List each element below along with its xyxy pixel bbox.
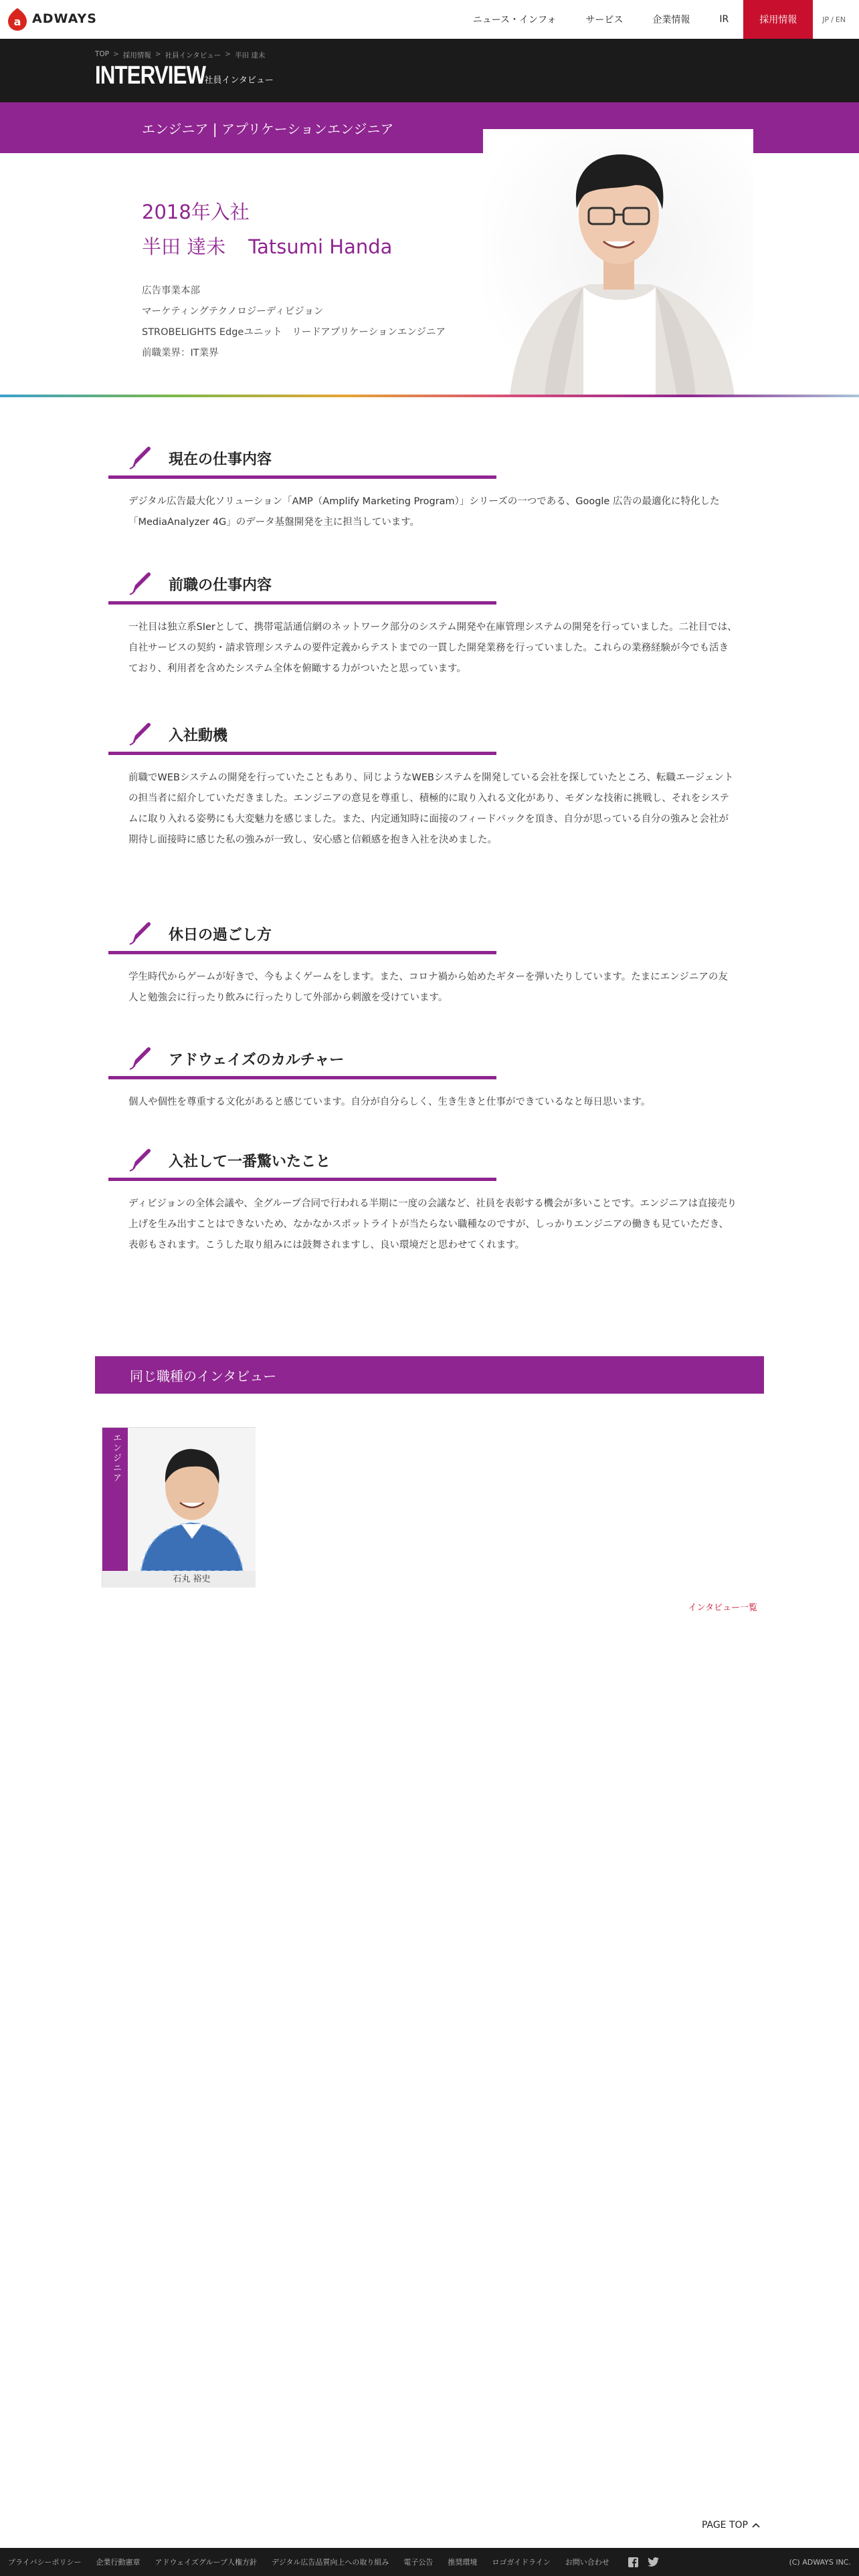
section-heading [108, 714, 751, 754]
section-current-work [108, 438, 751, 528]
page-top-label: PAGE TOP [701, 2520, 748, 2531]
logo[interactable] [7, 5, 97, 32]
footer-link-contact[interactable]: お問い合わせ [565, 2558, 609, 2567]
card-photo [128, 1428, 256, 1571]
breadcrumb-interview[interactable]: 社員インタビュー [165, 51, 221, 60]
section-underline [108, 475, 496, 479]
nav-item-recruit[interactable]: 採用情報 [743, 0, 813, 39]
lang-en-link[interactable]: EN [835, 15, 846, 24]
logo-text: ADWAYS [32, 11, 97, 26]
section-underline [108, 1076, 496, 1079]
section-heading [108, 1140, 751, 1180]
language-switch [813, 0, 859, 39]
footer-links [8, 2548, 659, 2576]
section-title: 入社して一番驚いたこと [169, 1154, 331, 1170]
section-body: 学生時代からゲームが好きで、今もよくゲームをします。また、コロナ禍から始めたギターを弾いたりしています。たまにエンジニアの友人と勉強会に行ったり飲みに行ったりして外部から刺激を受けています。 [128, 972, 728, 1003]
interview-card[interactable] [102, 1427, 256, 1588]
section-heading [108, 1039, 751, 1079]
section-body: 前職でWEBシステムの開発を行っていたこともあり、同じようなWEBシステムを開発している会社を探していたところ、転職エージェントの担当者に紹介していただきました。エンジニアの意見を尊重し、積極的に取り入れる文化があり、モダンな技術に挑戦し、それをシステムに取り入れる姿勢にも大変魅力を感じました。また、内定通知時に面接のフィードバックを頂き、自分が思っている自分の強みと会社が期待し面接時に感じた私の強みが一致し、安心感と信頼感を抱き入社を決めました。 [128, 772, 734, 845]
footer-link-logo-guide[interactable]: ロゴガイドライン [492, 2558, 551, 2567]
footer-link-public-notice[interactable]: 電子公告 [403, 2558, 434, 2567]
breadcrumb [95, 50, 265, 60]
profile [0, 153, 859, 396]
section-body: デジタル広告最大化ソリューション「AMP（Amplify Marketing Program）」シリーズの一つである、Google 広告の最適化に特化した「MediaAnalyzer 4G」のデータ基盤開発を主に担当しています。 [128, 496, 720, 528]
section-motivation [108, 714, 751, 845]
section-underline [108, 752, 496, 755]
card-employee-name: 石丸 裕史 [128, 1571, 256, 1588]
social-links [628, 2557, 659, 2567]
nav-item-news[interactable]: ニュース・インフォ [472, 15, 557, 25]
section-heading [108, 564, 751, 604]
breadcrumb-separator: > [113, 50, 119, 58]
section-body: 個人や個性を尊重する文化があると感じています。自分が自分らしく、生き生きと仕事ができているなと毎日思います。 [128, 1097, 651, 1107]
employee-name [142, 232, 392, 259]
employee-photo [483, 129, 753, 396]
footer-link-ad-quality[interactable]: デジタル広告品質向上への取り組み [272, 2558, 389, 2567]
page-banner [0, 39, 859, 102]
pen-icon [127, 443, 154, 470]
pen-icon [127, 720, 154, 746]
pen-icon [127, 1146, 154, 1172]
section-title: 休日の過ごし方 [169, 927, 272, 944]
section-title: 現在の仕事内容 [169, 451, 272, 468]
related-interviews-header [95, 1356, 764, 1394]
role-title: エンジニア | アプリケーションエンジニア [142, 121, 394, 137]
nav-item-service[interactable]: サービス [585, 15, 624, 25]
breadcrumb-current: 半田 達未 [235, 51, 266, 60]
section-heading [108, 438, 751, 478]
department-line: マーケティングテクノロジーディビジョン [142, 306, 324, 317]
join-year: 2018年入社 [142, 201, 250, 223]
section-title: 前職の仕事内容 [169, 577, 272, 594]
logo-mark-icon [7, 7, 28, 31]
section-culture [108, 1039, 751, 1107]
main-nav [458, 0, 859, 39]
department-line: STROBELIGHTS Edgeユニット リードアプリケーションエンジニア [142, 327, 446, 338]
section-previous-work [108, 564, 751, 674]
page-title-en: INTERVIEW [95, 62, 206, 90]
page-title [95, 62, 274, 90]
footer-link-privacy[interactable]: プライバシーポリシー [8, 2558, 82, 2567]
employee-name-ja: 半田 達未 [142, 235, 226, 258]
breadcrumb-recruit[interactable]: 採用情報 [122, 51, 151, 60]
employee-name-en: Tatsumi Handa [248, 235, 393, 258]
section-heading [108, 914, 751, 954]
nav-item-ir[interactable]: IR [719, 14, 729, 25]
card-caption-bar [102, 1571, 128, 1588]
section-body: 一社目は独立系SIerとして、携帯電話通信網のネットワーク部分のシステム開発や在庫管理システムの開発を行っていました。二社目では、自社サービスの契約・請求管理システムの要件定義からテストまでの一貫した開発業務を行っていました。これらの業務経験が今でも活きており、利用者を含めたシステム全体を俯瞰する力がついたと思っています。 [128, 622, 737, 674]
pen-icon [127, 569, 154, 596]
card-category-tag [102, 1428, 128, 1571]
section-surprise [108, 1140, 751, 1251]
site-footer [0, 2548, 859, 2576]
section-body: ディビジョンの全体会議や、全グループ合同で行われる半期に一度の会議など、社員を表彰する機会が多いことです。エンジニアは直接売り上げを生み出すことはできないため、なかなかスポットライトが当たらない職種なのですが、しっかりエンジニアの働きも見ていただき、表彰もされます。こうした取り組みには鼓舞されますし、良い環境だと思わせてくれます。 [128, 1198, 737, 1251]
department-line: 広告事業本部 [142, 286, 200, 296]
color-divider [0, 395, 859, 397]
footer-link-human-rights[interactable]: アドウェイズグループ人権方針 [155, 2558, 258, 2567]
nav-item-company[interactable]: 企業情報 [652, 15, 690, 25]
copyright: (C) ADWAYS INC. [789, 2557, 851, 2567]
department-info [142, 281, 446, 364]
breadcrumb-separator: > [155, 50, 161, 58]
interview-list-link[interactable]: インタビュー一覧 [688, 1603, 757, 1613]
section-title: アドウェイズのカルチャー [169, 1052, 345, 1069]
breadcrumb-separator: > [225, 50, 231, 58]
twitter-icon[interactable] [648, 2557, 659, 2567]
section-underline [108, 1178, 496, 1181]
related-interviews-title: 同じ職種のインタビュー [130, 1368, 277, 1384]
chevron-up-icon [752, 2523, 760, 2528]
pen-icon [127, 919, 154, 946]
section-underline [108, 601, 496, 605]
svg-text:a: a [13, 15, 21, 28]
breadcrumb-top[interactable]: TOP [95, 50, 110, 58]
lang-separator: / [831, 15, 834, 24]
page-top-button[interactable] [702, 2520, 760, 2531]
department-line: 前職業界：IT業界 [142, 348, 219, 358]
facebook-icon[interactable] [628, 2557, 638, 2567]
section-holiday [108, 914, 751, 1003]
lang-jp-link[interactable]: JP [822, 15, 830, 24]
footer-link-environment[interactable]: 推奨環境 [448, 2558, 478, 2567]
site-header [0, 0, 859, 39]
card-category-label: エンジニア [111, 1433, 121, 1483]
page-title-ja: 社員インタビュー [204, 76, 274, 86]
section-underline [108, 951, 496, 954]
section-title: 入社動機 [169, 728, 228, 744]
pen-icon [127, 1044, 154, 1071]
footer-link-code[interactable]: 企業行動憲章 [96, 2558, 140, 2567]
